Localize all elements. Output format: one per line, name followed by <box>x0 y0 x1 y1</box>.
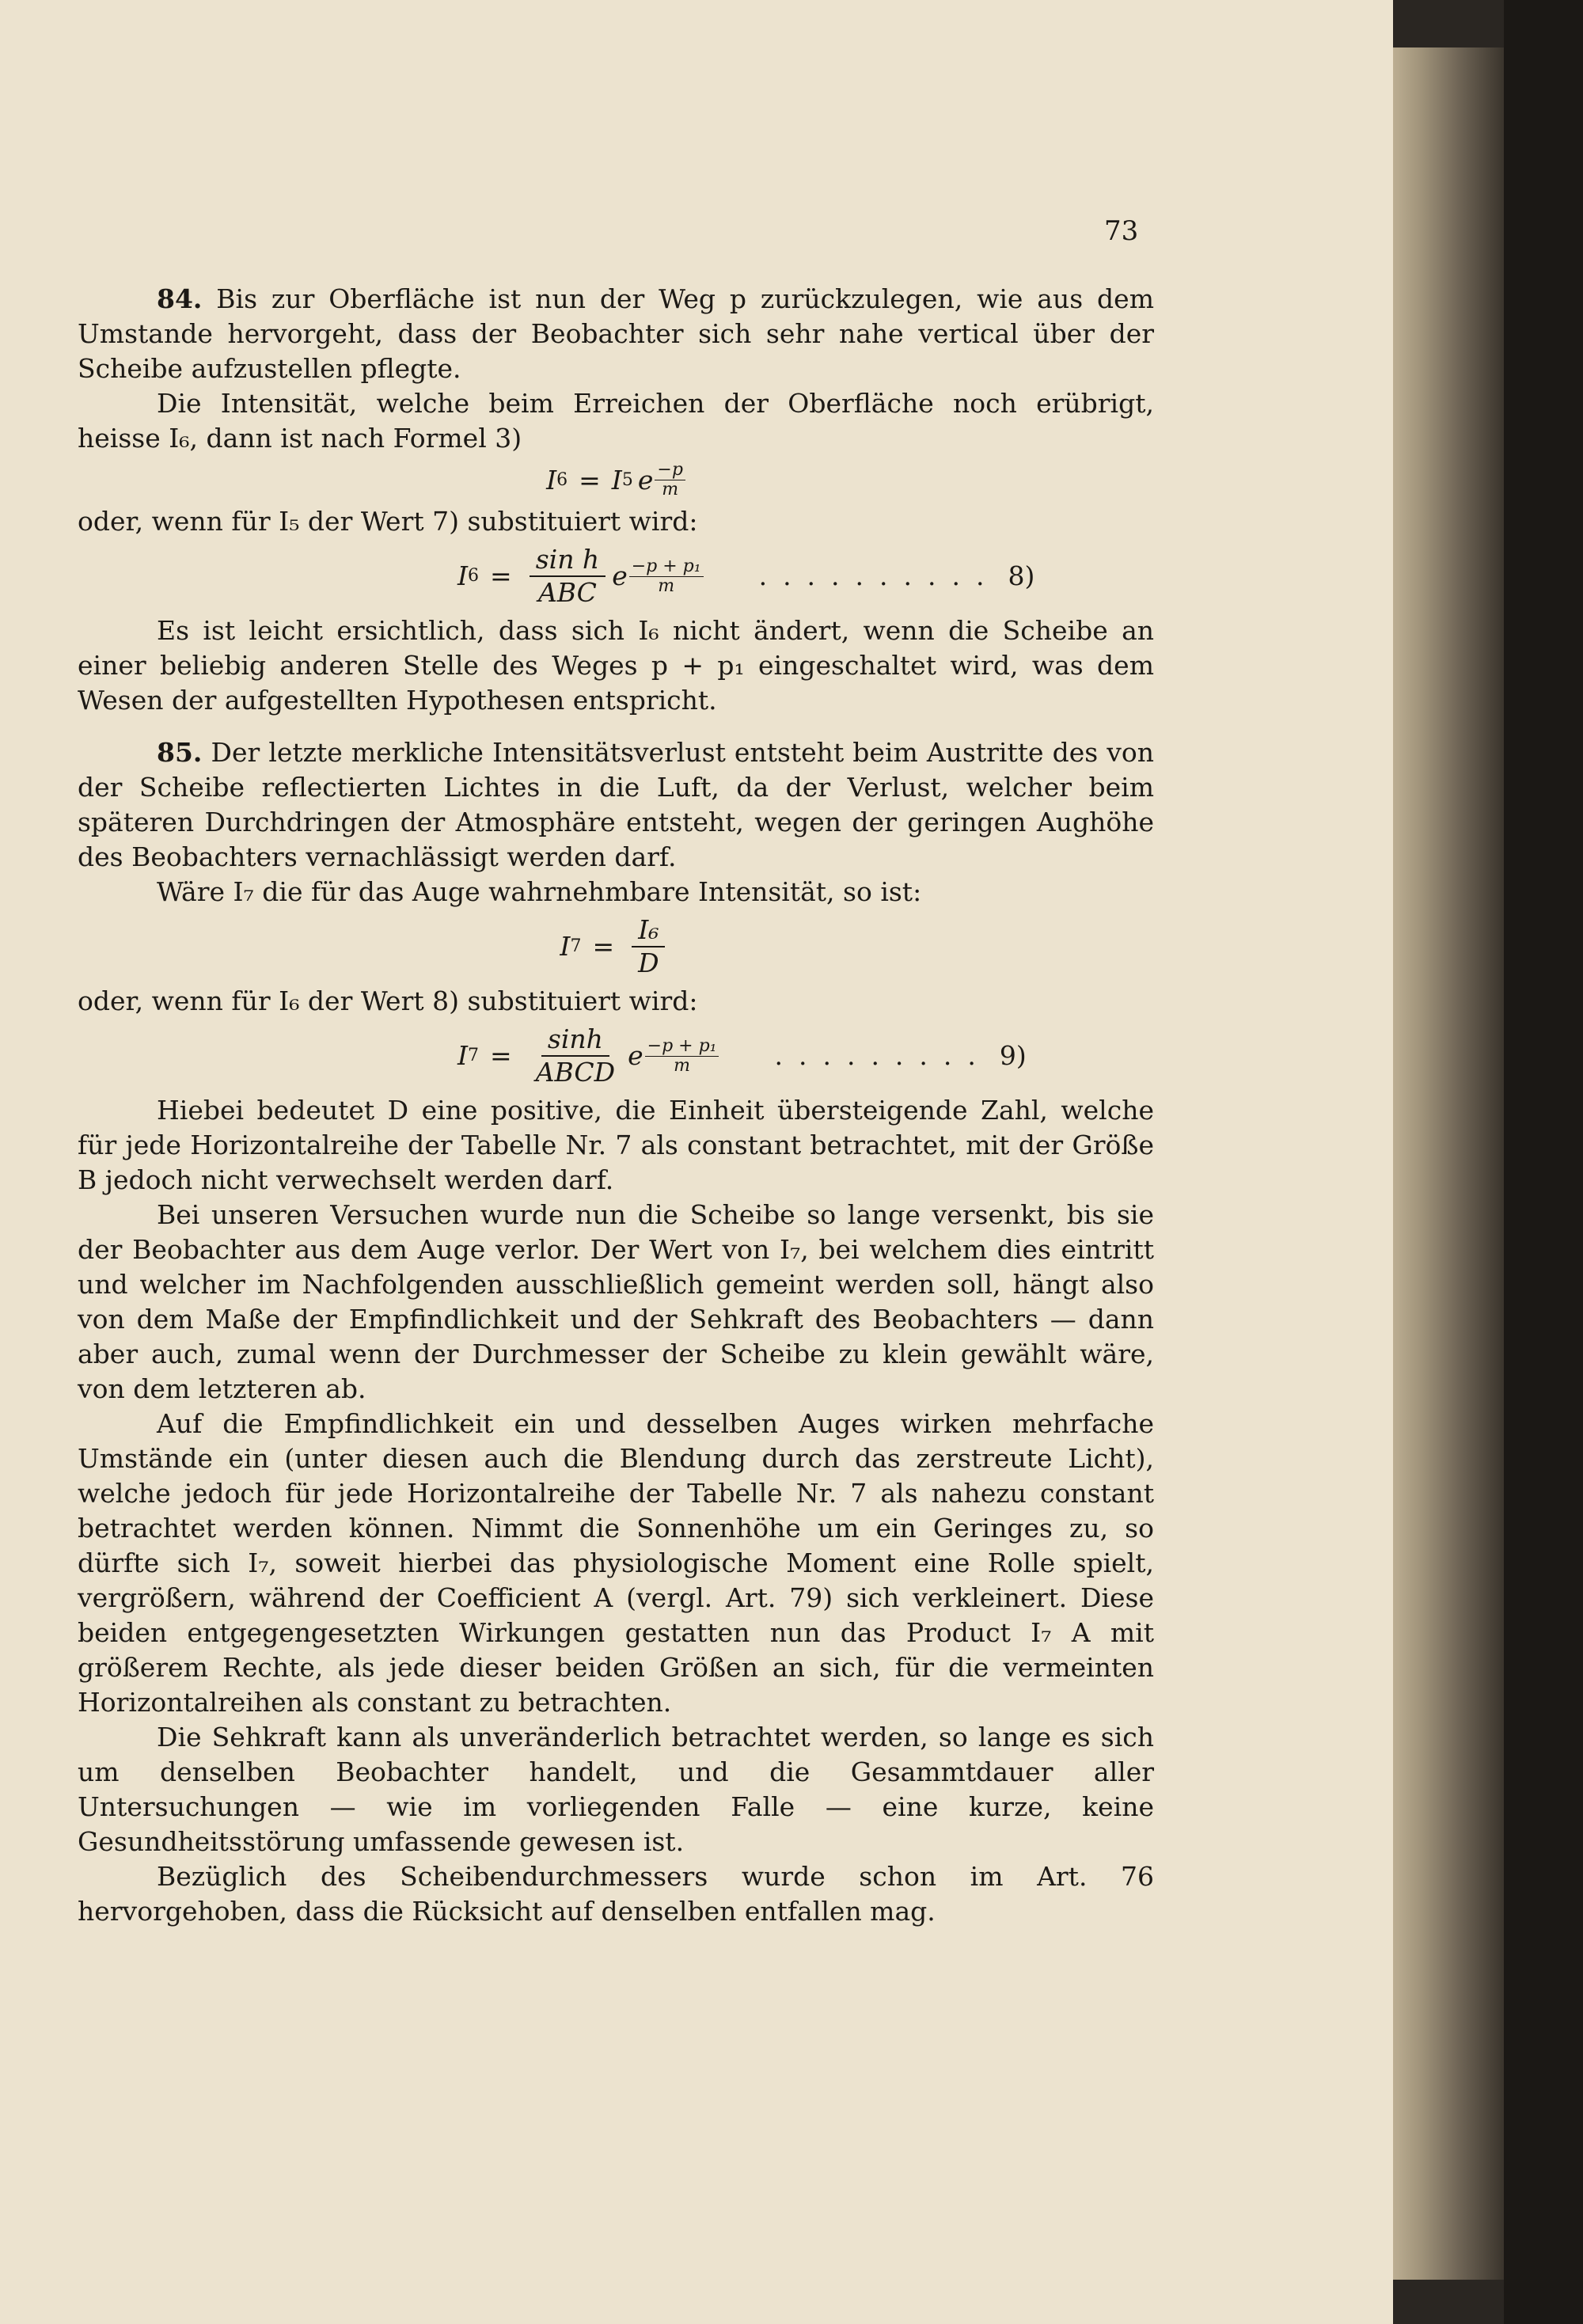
paragraph-text: Bis zur Oberfläche ist nun der Weg p zurückzulegen, wie aus dem Umstande hervorgeht, dass der Beobachter sich sehr nahe vertical über der Scheibe aufzustellen pflegte. <box>78 283 1154 384</box>
eq-exponent: $\frac{\text{−p + p₁}}{m}$ <box>645 1037 719 1076</box>
eq-symbol: I <box>560 931 571 962</box>
page-number: 73 <box>1104 215 1139 247</box>
equation-1: I 6 = I 5 e $\frac{-p}{m}$ <box>78 461 1154 499</box>
equation-2: I 7 = $\frac{\text{I₆}}{D}$ <box>78 914 1154 979</box>
paragraph: oder, wenn für I₅ der Wert 7) substituiert wird: <box>78 506 698 537</box>
leader-dots: ......... <box>774 1040 992 1071</box>
page-edges <box>1393 47 1504 2280</box>
eq-exponent: $\frac{-p}{m}$ <box>655 461 685 499</box>
paragraph: Wäre I₇ die für das Auge wahrnehmbare Intensität, so ist: <box>157 876 922 907</box>
eq-exponent: $\frac{\text{−p + p₁}}{m}$ <box>629 557 704 596</box>
paragraph: Auf die Empfindlichkeit ein und desselben Auges wirken mehrfache Umstände ein (unter diesen auch die Blendung durch das zerstreute Licht), welche jedoch für jede Horizontalreihe der Tabelle Nr. 7 als nahezu constant betrachtet werden können. Nimmt die Sonnenhöhe um ein Geringes zu, so dürfte sich I₇, soweit hierbei das physiologische Moment eine Rolle spielt, vergrößern, während der Coefficient A (vergl. Art. 79) sich verkleinert. Diese beiden entgegengesetzten Wirkungen gestatten nun das Product I₇ A mit größerem Rechte, als jede dieser beiden Größen an sich, für die vermeinten Horizontalreihen als constant zu betrachten. <box>78 1408 1154 1718</box>
eq-symbol: I <box>611 464 622 496</box>
leader-dots: .......... <box>758 560 1000 591</box>
paragraph: Bezüglich des Scheibendurchmessers wurde schon im Art. 76 hervorgehoben, dass die Rücksicht auf denselben entfallen mag. <box>78 1861 1154 1927</box>
eq-fraction: $\frac{\sinh}{\text{ABCD}}$ <box>535 1023 616 1088</box>
eq-subscript: 7 <box>570 936 582 956</box>
eq-fraction: $\frac{\text{sin h}}{\text{ABC}}$ <box>530 544 606 609</box>
eq-subscript: 6 <box>468 566 480 586</box>
paragraph: Bei unseren Versuchen wurde nun die Scheibe so lange versenkt, bis sie der Beobachter aus dem Auge verlor. Der Wert von I₇, bei welchem dies eintritt und welcher im Nachfolgenden ausschließlich gemeint werden soll, hängt also von dem Maße der Empfindlichkeit und der Sehkraft des Beobachters — dann aber auch, zumal wenn der Durchmesser der Scheibe zu klein gewählt wäre, von dem letzteren ab. <box>78 1199 1154 1404</box>
equation-8: I 6 = $\frac{\text{sin h}}{\text{ABC}}$ e $\frac{\text{−p + p₁}}{m}$ .......... 8) <box>457 544 1035 608</box>
paragraph: Es ist leicht ersichtlich, dass sich I₆ nicht ändert, wenn die Scheibe an einer beliebig anderen Stelle des Weges p + p₁ eingeschaltet wird, was dem Wesen der aufgestellten Hypothesen entspricht. <box>78 615 1154 716</box>
paragraph-85 <box>78 735 1154 875</box>
paragraph: Die Sehkraft kann als unveränderlich betrachtet werden, so lange es sich um denselben Beobachter handelt, und die Gesammtdauer aller Untersuchungen — wie im vorliegenden Falle — eine kurze, keine Gesundheitsstörung umfassende gewesen ist. <box>78 1722 1154 1857</box>
eq-symbol: I <box>546 464 557 496</box>
page-text <box>78 282 1154 1929</box>
paragraph-84 <box>78 282 1154 386</box>
eq-exponential: e <box>628 1040 643 1071</box>
eq-subscript: 5 <box>621 469 633 490</box>
equation-number: 9) <box>999 1040 1027 1071</box>
eq-symbol: I <box>457 560 469 591</box>
paragraph: Hiebei bedeutet D eine positive, die Einheit übersteigende Zahl, welche für jede Horizontalreihe der Tabelle Nr. 7 als constant betrachtet, mit der Größe B jedoch nicht verwechselt werden darf. <box>78 1095 1154 1195</box>
equation-number: 8) <box>1008 560 1035 591</box>
eq-subscript: 7 <box>468 1046 480 1065</box>
equation-9: I 7 = $\frac{\sinh}{\text{ABCD}}$ e $\frac{\text{−p + p₁}}{m}$ ......... 9) <box>457 1023 1027 1088</box>
article-number: 84. <box>157 283 203 314</box>
eq-subscript: 6 <box>556 469 568 490</box>
book-spine <box>1504 0 1583 2324</box>
paragraph-text: Der letzte merkliche Intensitätsverlust entsteht beim Austritte des von der Scheibe reflectierten Lichtes in die Luft, da der Verlust, welcher beim späteren Durchdringen der Atmosphäre entsteht, wegen der geringen Aughöhe des Beobachters vernachlässigt werden darf. <box>78 737 1154 872</box>
paragraph: oder, wenn für I₆ der Wert 8) substituiert wird: <box>78 985 698 1016</box>
eq-exponential: e <box>637 464 654 496</box>
article-number: 85. <box>157 737 203 768</box>
paragraph: Die Intensität, welche beim Erreichen der Oberfläche noch erübrigt, heisse I₆, dann ist nach Formel 3) <box>78 388 1154 454</box>
eq-symbol: I <box>457 1040 469 1071</box>
eq-fraction: $\frac{\text{I₆}}{D}$ <box>632 914 665 979</box>
eq-exponential: e <box>612 560 628 591</box>
